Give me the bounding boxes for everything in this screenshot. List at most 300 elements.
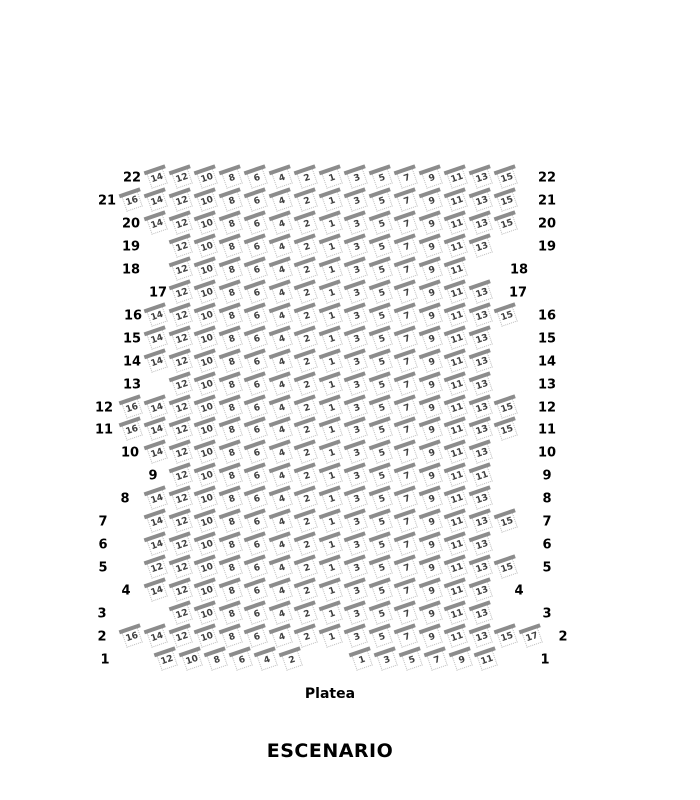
- seat-row-13-num-6[interactable]: [246, 374, 268, 396]
- seat-row-7-num-14[interactable]: [146, 511, 168, 533]
- seat-row-7-num-10[interactable]: [196, 511, 218, 533]
- seat-row-10-num-1[interactable]: [321, 443, 343, 465]
- seat-row-1-num-5[interactable]: [401, 649, 423, 671]
- seat-row-1-num-1[interactable]: [351, 649, 373, 671]
- seat-row-11-num-13[interactable]: [471, 420, 493, 442]
- seat-row-15-num-7[interactable]: [396, 328, 418, 350]
- seat-row-4-num-13[interactable]: [471, 580, 493, 602]
- seat-row-8-num-14[interactable]: [146, 488, 168, 510]
- seat-row-15-num-4[interactable]: [271, 328, 293, 350]
- seat-row-10-num-3[interactable]: [346, 443, 368, 465]
- seat-row-21-num-8[interactable]: [221, 190, 243, 212]
- seat-row-20-num-2[interactable]: [296, 213, 318, 235]
- seat-row-16-num-6[interactable]: [246, 305, 268, 327]
- seat-row-12-num-15[interactable]: [496, 397, 518, 419]
- seat-row-9-num-5[interactable]: [371, 466, 393, 488]
- seat-row-6-num-2[interactable]: [296, 534, 318, 556]
- seat-row-14-num-13[interactable]: [471, 351, 493, 373]
- seat-row-4-num-12[interactable]: [171, 580, 193, 602]
- seat-row-9-num-7[interactable]: [396, 466, 418, 488]
- seat-row-6-num-4[interactable]: [271, 534, 293, 556]
- seat-row-19-num-6[interactable]: [246, 236, 268, 258]
- seat-row-2-num-15[interactable]: [496, 626, 518, 648]
- seat-row-17-num-12[interactable]: [171, 282, 193, 304]
- seat-row-2-num-14[interactable]: [146, 626, 168, 648]
- seat-row-17-num-5[interactable]: [371, 282, 393, 304]
- seat-row-19-num-9[interactable]: [421, 236, 443, 258]
- seat-row-7-num-3[interactable]: [346, 511, 368, 533]
- seat-row-12-num-2[interactable]: [296, 397, 318, 419]
- seat-row-18-num-8[interactable]: [221, 259, 243, 281]
- seat-row-14-num-9[interactable]: [421, 351, 443, 373]
- seat-row-21-num-13[interactable]: [471, 190, 493, 212]
- seat-row-12-num-4[interactable]: [271, 397, 293, 419]
- seat-row-12-num-14[interactable]: [146, 397, 168, 419]
- seat-row-15-num-6[interactable]: [246, 328, 268, 350]
- seat-row-6-num-13[interactable]: [471, 534, 493, 556]
- seat-row-7-num-12[interactable]: [171, 511, 193, 533]
- seat-row-12-num-12[interactable]: [171, 397, 193, 419]
- seat-row-20-num-15[interactable]: [496, 213, 518, 235]
- seat-row-12-num-6[interactable]: [246, 397, 268, 419]
- seat-row-3-num-2[interactable]: [296, 603, 318, 625]
- seat-row-8-num-7[interactable]: [396, 488, 418, 510]
- seat-row-15-num-11[interactable]: [446, 328, 468, 350]
- seat-row-15-num-12[interactable]: [171, 328, 193, 350]
- seat-row-17-num-2[interactable]: [296, 282, 318, 304]
- seat-row-15-num-2[interactable]: [296, 328, 318, 350]
- seat-row-11-num-4[interactable]: [271, 420, 293, 442]
- seat-row-21-num-11[interactable]: [446, 190, 468, 212]
- seat-row-14-num-10[interactable]: [196, 351, 218, 373]
- seat-row-16-num-14[interactable]: [146, 305, 168, 327]
- seat-row-10-num-4[interactable]: [271, 443, 293, 465]
- seat-row-10-num-7[interactable]: [396, 443, 418, 465]
- seat-row-7-num-6[interactable]: [246, 511, 268, 533]
- seat-row-16-num-5[interactable]: [371, 305, 393, 327]
- seat-row-3-num-9[interactable]: [421, 603, 443, 625]
- seat-row-16-num-11[interactable]: [446, 305, 468, 327]
- seat-row-15-num-5[interactable]: [371, 328, 393, 350]
- seat-row-20-num-1[interactable]: [321, 213, 343, 235]
- seat-row-17-num-11[interactable]: [446, 282, 468, 304]
- seat-row-16-num-2[interactable]: [296, 305, 318, 327]
- seat-row-12-num-9[interactable]: [421, 397, 443, 419]
- seat-row-10-num-10[interactable]: [196, 443, 218, 465]
- seat-row-15-num-9[interactable]: [421, 328, 443, 350]
- seat-row-13-num-2[interactable]: [296, 374, 318, 396]
- seat-row-2-num-16[interactable]: [121, 626, 143, 648]
- seat-row-1-num-11[interactable]: [476, 649, 498, 671]
- seat-row-8-num-4[interactable]: [271, 488, 293, 510]
- seat-row-2-num-11[interactable]: [446, 626, 468, 648]
- seat-row-1-num-3[interactable]: [376, 649, 398, 671]
- seat-row-3-num-10[interactable]: [196, 603, 218, 625]
- seat-row-22-num-6[interactable]: [246, 167, 268, 189]
- seat-row-14-num-14[interactable]: [146, 351, 168, 373]
- seat-row-21-num-3[interactable]: [346, 190, 368, 212]
- seat-row-11-num-6[interactable]: [246, 420, 268, 442]
- seat-row-20-num-10[interactable]: [196, 213, 218, 235]
- seat-row-17-num-9[interactable]: [421, 282, 443, 304]
- seat-row-8-num-6[interactable]: [246, 488, 268, 510]
- seat-row-19-num-4[interactable]: [271, 236, 293, 258]
- seat-row-12-num-13[interactable]: [471, 397, 493, 419]
- seat-row-11-num-8[interactable]: [221, 420, 243, 442]
- seat-row-2-num-4[interactable]: [271, 626, 293, 648]
- seat-row-17-num-4[interactable]: [271, 282, 293, 304]
- seat-row-20-num-9[interactable]: [421, 213, 443, 235]
- seat-row-18-num-9[interactable]: [421, 259, 443, 281]
- seat-row-20-num-12[interactable]: [171, 213, 193, 235]
- seat-row-16-num-4[interactable]: [271, 305, 293, 327]
- seat-row-16-num-8[interactable]: [221, 305, 243, 327]
- seat-row-22-num-11[interactable]: [446, 167, 468, 189]
- seat-row-4-num-4[interactable]: [271, 580, 293, 602]
- seat-row-21-num-1[interactable]: [321, 190, 343, 212]
- seat-row-10-num-8[interactable]: [221, 443, 243, 465]
- seat-row-1-num-9[interactable]: [451, 649, 473, 671]
- seat-row-8-num-2[interactable]: [296, 488, 318, 510]
- seat-row-5-num-1[interactable]: [321, 557, 343, 579]
- seat-row-3-num-3[interactable]: [346, 603, 368, 625]
- seat-row-5-num-6[interactable]: [246, 557, 268, 579]
- seat-row-20-num-6[interactable]: [246, 213, 268, 235]
- seat-row-8-num-11[interactable]: [446, 488, 468, 510]
- seat-row-7-num-7[interactable]: [396, 511, 418, 533]
- seat-row-10-num-14[interactable]: [146, 443, 168, 465]
- seat-row-17-num-6[interactable]: [246, 282, 268, 304]
- seat-row-18-num-3[interactable]: [346, 259, 368, 281]
- seat-row-20-num-5[interactable]: [371, 213, 393, 235]
- seat-row-5-num-12[interactable]: [146, 557, 168, 579]
- seat-row-21-num-7[interactable]: [396, 190, 418, 212]
- seat-row-21-num-10[interactable]: [196, 190, 218, 212]
- seat-row-17-num-7[interactable]: [396, 282, 418, 304]
- seat-row-8-num-9[interactable]: [421, 488, 443, 510]
- seat-row-1-num-6[interactable]: [231, 649, 253, 671]
- seat-row-19-num-10[interactable]: [196, 236, 218, 258]
- seat-row-6-num-6[interactable]: [246, 534, 268, 556]
- seat-row-2-num-8[interactable]: [221, 626, 243, 648]
- seat-row-1-num-2[interactable]: [281, 649, 303, 671]
- seat-row-4-num-11[interactable]: [446, 580, 468, 602]
- seat-row-21-num-5[interactable]: [371, 190, 393, 212]
- seat-row-4-num-6[interactable]: [246, 580, 268, 602]
- seat-row-12-num-16[interactable]: [121, 397, 143, 419]
- seat-row-21-num-9[interactable]: [421, 190, 443, 212]
- seat-row-19-num-11[interactable]: [446, 236, 468, 258]
- seat-row-1-num-8[interactable]: [206, 649, 228, 671]
- seat-row-7-num-1[interactable]: [321, 511, 343, 533]
- seat-row-3-num-12[interactable]: [171, 603, 193, 625]
- seat-row-5-num-5[interactable]: [371, 557, 393, 579]
- seat-row-19-num-1[interactable]: [321, 236, 343, 258]
- seat-row-12-num-1[interactable]: [321, 397, 343, 419]
- seat-row-5-num-2[interactable]: [296, 557, 318, 579]
- seat-row-16-num-10[interactable]: [196, 305, 218, 327]
- seat-row-19-num-12[interactable]: [171, 236, 193, 258]
- seat-row-4-num-7[interactable]: [396, 580, 418, 602]
- seat-row-18-num-10[interactable]: [196, 259, 218, 281]
- seat-row-3-num-11[interactable]: [446, 603, 468, 625]
- seat-row-6-num-5[interactable]: [371, 534, 393, 556]
- seat-row-10-num-9[interactable]: [421, 443, 443, 465]
- seat-row-6-num-7[interactable]: [396, 534, 418, 556]
- seat-row-9-num-12[interactable]: [171, 466, 193, 488]
- seat-row-18-num-12[interactable]: [171, 259, 193, 281]
- seat-row-2-num-7[interactable]: [396, 626, 418, 648]
- seat-row-5-num-3[interactable]: [346, 557, 368, 579]
- seat-row-20-num-11[interactable]: [446, 213, 468, 235]
- seat-row-4-num-2[interactable]: [296, 580, 318, 602]
- seat-row-22-num-3[interactable]: [346, 167, 368, 189]
- seat-row-20-num-7[interactable]: [396, 213, 418, 235]
- seat-row-13-num-9[interactable]: [421, 374, 443, 396]
- seat-row-11-num-9[interactable]: [421, 420, 443, 442]
- seat-row-10-num-5[interactable]: [371, 443, 393, 465]
- seat-row-5-num-15[interactable]: [496, 557, 518, 579]
- seat-row-18-num-5[interactable]: [371, 259, 393, 281]
- seat-row-12-num-11[interactable]: [446, 397, 468, 419]
- seat-row-8-num-12[interactable]: [171, 488, 193, 510]
- seat-row-13-num-10[interactable]: [196, 374, 218, 396]
- seat-row-13-num-3[interactable]: [346, 374, 368, 396]
- seat-row-4-num-9[interactable]: [421, 580, 443, 602]
- seat-row-4-num-8[interactable]: [221, 580, 243, 602]
- seat-row-22-num-10[interactable]: [196, 167, 218, 189]
- seat-row-10-num-13[interactable]: [471, 443, 493, 465]
- seat-row-6-num-1[interactable]: [321, 534, 343, 556]
- seat-row-9-num-11[interactable]: [446, 466, 468, 488]
- seat-row-2-num-10[interactable]: [196, 626, 218, 648]
- seat-row-17-num-3[interactable]: [346, 282, 368, 304]
- seat-row-11-num-16[interactable]: [121, 420, 143, 442]
- seat-row-9-num-3[interactable]: [346, 466, 368, 488]
- seat-row-7-num-15[interactable]: [496, 511, 518, 533]
- seat-row-2-num-17[interactable]: [521, 626, 543, 648]
- seat-row-5-num-12[interactable]: [171, 557, 193, 579]
- seat-row-11-num-10[interactable]: [196, 420, 218, 442]
- seat-row-1-num-4[interactable]: [256, 649, 278, 671]
- seat-row-9-num-11[interactable]: [471, 466, 493, 488]
- seat-row-2-num-5[interactable]: [371, 626, 393, 648]
- seat-row-21-num-12[interactable]: [171, 190, 193, 212]
- seat-row-4-num-10[interactable]: [196, 580, 218, 602]
- seat-row-7-num-5[interactable]: [371, 511, 393, 533]
- seat-row-15-num-3[interactable]: [346, 328, 368, 350]
- seat-row-5-num-13[interactable]: [471, 557, 493, 579]
- seat-row-18-num-6[interactable]: [246, 259, 268, 281]
- seat-row-7-num-11[interactable]: [446, 511, 468, 533]
- seat-row-3-num-5[interactable]: [371, 603, 393, 625]
- seat-row-10-num-6[interactable]: [246, 443, 268, 465]
- seat-row-19-num-7[interactable]: [396, 236, 418, 258]
- seat-row-15-num-13[interactable]: [471, 328, 493, 350]
- seat-row-17-num-13[interactable]: [471, 282, 493, 304]
- seat-row-21-num-6[interactable]: [246, 190, 268, 212]
- seat-row-2-num-1[interactable]: [321, 626, 343, 648]
- seat-row-14-num-6[interactable]: [246, 351, 268, 373]
- seat-row-9-num-10[interactable]: [196, 466, 218, 488]
- seat-row-11-num-7[interactable]: [396, 420, 418, 442]
- seat-row-8-num-8[interactable]: [221, 488, 243, 510]
- seat-row-8-num-5[interactable]: [371, 488, 393, 510]
- seat-row-5-num-9[interactable]: [421, 557, 443, 579]
- seat-row-7-num-9[interactable]: [421, 511, 443, 533]
- seat-row-21-num-4[interactable]: [271, 190, 293, 212]
- seat-row-3-num-8[interactable]: [221, 603, 243, 625]
- seat-row-14-num-3[interactable]: [346, 351, 368, 373]
- seat-row-18-num-1[interactable]: [321, 259, 343, 281]
- seat-row-2-num-13[interactable]: [471, 626, 493, 648]
- seat-row-13-num-1[interactable]: [321, 374, 343, 396]
- seat-row-4-num-5[interactable]: [371, 580, 393, 602]
- seat-row-14-num-7[interactable]: [396, 351, 418, 373]
- seat-row-12-num-7[interactable]: [396, 397, 418, 419]
- seat-row-21-num-16[interactable]: [121, 190, 143, 212]
- seat-row-11-num-5[interactable]: [371, 420, 393, 442]
- seat-row-22-num-8[interactable]: [221, 167, 243, 189]
- seat-row-3-num-13[interactable]: [471, 603, 493, 625]
- seat-row-6-num-12[interactable]: [171, 534, 193, 556]
- seat-row-16-num-3[interactable]: [346, 305, 368, 327]
- seat-row-14-num-11[interactable]: [446, 351, 468, 373]
- seat-row-20-num-14[interactable]: [146, 213, 168, 235]
- seat-row-7-num-4[interactable]: [271, 511, 293, 533]
- seat-row-1-num-10[interactable]: [181, 649, 203, 671]
- seat-row-4-num-14[interactable]: [146, 580, 168, 602]
- seat-row-12-num-8[interactable]: [221, 397, 243, 419]
- seat-row-11-num-12[interactable]: [171, 420, 193, 442]
- seat-row-12-num-3[interactable]: [346, 397, 368, 419]
- seat-row-13-num-7[interactable]: [396, 374, 418, 396]
- seat-row-1-num-12[interactable]: [156, 649, 178, 671]
- seat-row-18-num-7[interactable]: [396, 259, 418, 281]
- seat-row-19-num-5[interactable]: [371, 236, 393, 258]
- seat-row-14-num-1[interactable]: [321, 351, 343, 373]
- seat-row-19-num-3[interactable]: [346, 236, 368, 258]
- seat-row-6-num-10[interactable]: [196, 534, 218, 556]
- seat-row-22-num-13[interactable]: [471, 167, 493, 189]
- seat-row-17-num-1[interactable]: [321, 282, 343, 304]
- seat-row-11-num-2[interactable]: [296, 420, 318, 442]
- seat-row-6-num-8[interactable]: [221, 534, 243, 556]
- seat-row-5-num-8[interactable]: [221, 557, 243, 579]
- seat-row-21-num-15[interactable]: [496, 190, 518, 212]
- seat-row-8-num-1[interactable]: [321, 488, 343, 510]
- seat-row-17-num-8[interactable]: [221, 282, 243, 304]
- seat-row-1-num-7[interactable]: [426, 649, 448, 671]
- seat-row-16-num-15[interactable]: [496, 305, 518, 327]
- seat-row-10-num-2[interactable]: [296, 443, 318, 465]
- seat-row-15-num-10[interactable]: [196, 328, 218, 350]
- seat-row-13-num-5[interactable]: [371, 374, 393, 396]
- seat-row-9-num-2[interactable]: [296, 466, 318, 488]
- seat-row-20-num-8[interactable]: [221, 213, 243, 235]
- seat-row-8-num-13[interactable]: [471, 488, 493, 510]
- seat-row-14-num-12[interactable]: [171, 351, 193, 373]
- seat-row-13-num-12[interactable]: [171, 374, 193, 396]
- seat-row-11-num-14[interactable]: [146, 420, 168, 442]
- seat-row-20-num-13[interactable]: [471, 213, 493, 235]
- seat-row-22-num-15[interactable]: [496, 167, 518, 189]
- seat-row-6-num-11[interactable]: [446, 534, 468, 556]
- seat-row-19-num-13[interactable]: [471, 236, 493, 258]
- seat-row-7-num-13[interactable]: [471, 511, 493, 533]
- seat-row-12-num-10[interactable]: [196, 397, 218, 419]
- seat-row-9-num-4[interactable]: [271, 466, 293, 488]
- seat-row-15-num-1[interactable]: [321, 328, 343, 350]
- seat-row-18-num-11[interactable]: [446, 259, 468, 281]
- seat-row-21-num-2[interactable]: [296, 190, 318, 212]
- seat-row-3-num-1[interactable]: [321, 603, 343, 625]
- seat-row-22-num-2[interactable]: [296, 167, 318, 189]
- seat-row-15-num-8[interactable]: [221, 328, 243, 350]
- seat-row-8-num-3[interactable]: [346, 488, 368, 510]
- seat-row-9-num-8[interactable]: [221, 466, 243, 488]
- seat-row-7-num-8[interactable]: [221, 511, 243, 533]
- seat-row-8-num-10[interactable]: [196, 488, 218, 510]
- seat-row-2-num-2[interactable]: [296, 626, 318, 648]
- seat-row-14-num-8[interactable]: [221, 351, 243, 373]
- seat-row-10-num-12[interactable]: [171, 443, 193, 465]
- seat-row-9-num-1[interactable]: [321, 466, 343, 488]
- seat-row-11-num-3[interactable]: [346, 420, 368, 442]
- seat-row-4-num-3[interactable]: [346, 580, 368, 602]
- seat-row-22-num-14[interactable]: [146, 167, 168, 189]
- seat-row-9-num-9[interactable]: [421, 466, 443, 488]
- seat-row-16-num-13[interactable]: [471, 305, 493, 327]
- seat-row-11-num-11[interactable]: [446, 420, 468, 442]
- seat-row-18-num-4[interactable]: [271, 259, 293, 281]
- seat-row-12-num-5[interactable]: [371, 397, 393, 419]
- seat-row-16-num-12[interactable]: [171, 305, 193, 327]
- seat-row-6-num-14[interactable]: [146, 534, 168, 556]
- seat-row-14-num-2[interactable]: [296, 351, 318, 373]
- seat-row-13-num-11[interactable]: [446, 374, 468, 396]
- seat-row-2-num-3[interactable]: [346, 626, 368, 648]
- seat-row-14-num-5[interactable]: [371, 351, 393, 373]
- seat-row-16-num-1[interactable]: [321, 305, 343, 327]
- seat-row-22-num-4[interactable]: [271, 167, 293, 189]
- seat-row-16-num-9[interactable]: [421, 305, 443, 327]
- seat-row-5-num-4[interactable]: [271, 557, 293, 579]
- seat-row-2-num-6[interactable]: [246, 626, 268, 648]
- seat-row-3-num-7[interactable]: [396, 603, 418, 625]
- seat-row-18-num-2[interactable]: [296, 259, 318, 281]
- seat-row-4-num-1[interactable]: [321, 580, 343, 602]
- seat-row-17-num-10[interactable]: [196, 282, 218, 304]
- seat-row-22-num-1[interactable]: [321, 167, 343, 189]
- seat-row-19-num-2[interactable]: [296, 236, 318, 258]
- seat-row-13-num-13[interactable]: [471, 374, 493, 396]
- seat-row-5-num-10[interactable]: [196, 557, 218, 579]
- seat-row-15-num-14[interactable]: [146, 328, 168, 350]
- seat-row-21-num-14[interactable]: [146, 190, 168, 212]
- seat-row-22-num-5[interactable]: [371, 167, 393, 189]
- seat-row-3-num-6[interactable]: [246, 603, 268, 625]
- seat-row-5-num-7[interactable]: [396, 557, 418, 579]
- seat-row-11-num-1[interactable]: [321, 420, 343, 442]
- seat-row-10-num-11[interactable]: [446, 443, 468, 465]
- seat-row-22-num-9[interactable]: [421, 167, 443, 189]
- seat-row-16-num-7[interactable]: [396, 305, 418, 327]
- seat-row-7-num-2[interactable]: [296, 511, 318, 533]
- seat-row-2-num-9[interactable]: [421, 626, 443, 648]
- seat-row-9-num-6[interactable]: [246, 466, 268, 488]
- seat-row-13-num-4[interactable]: [271, 374, 293, 396]
